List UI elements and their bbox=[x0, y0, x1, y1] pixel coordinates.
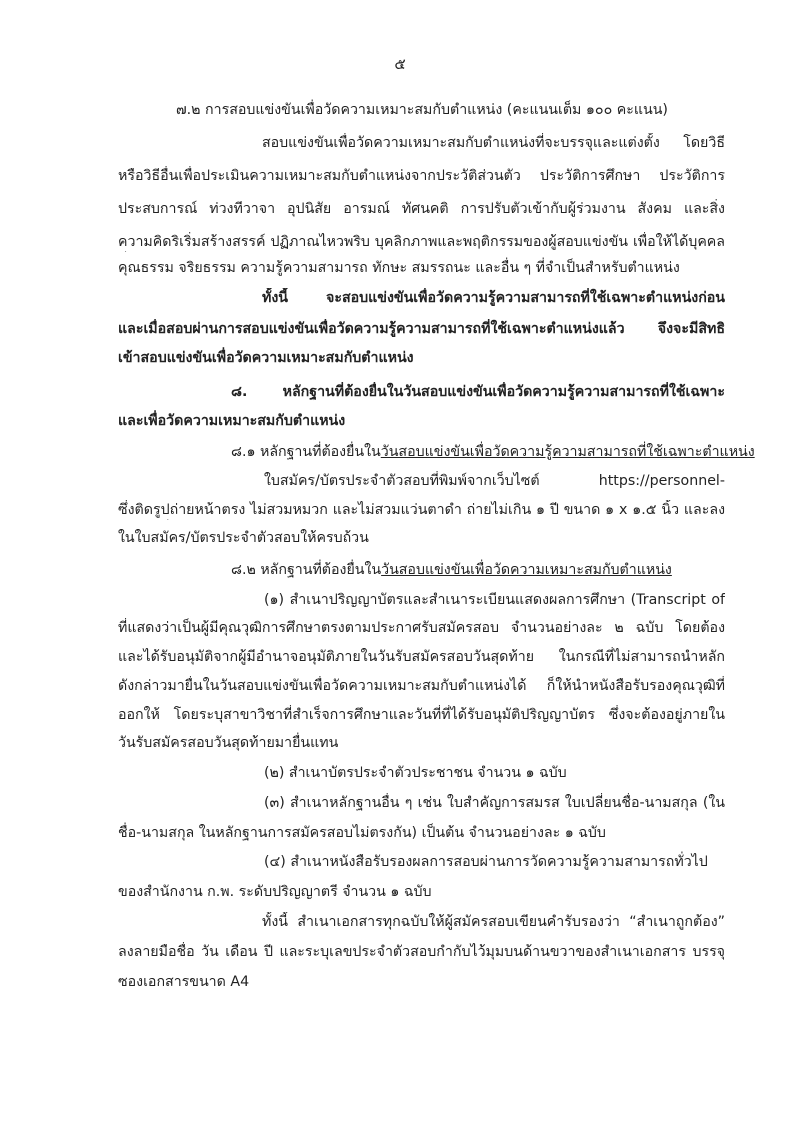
item-4-line: (๔) สำเนาหนังสือรับรองผลการสอบผ่านการวัดความรู้ความสามารถทั่วไป bbox=[264, 854, 708, 870]
item-3-line: (๓) สำเนาหลักฐานอื่น ๆ เช่น ใบสำคัญการสมรส ใบเปลี่ยนชื่อ-นามสกุล (ใน bbox=[264, 795, 725, 811]
heading-prefix: ๘.๒ หลักฐานที่ต้องยื่นใน bbox=[231, 562, 382, 578]
item-1-line: (๑) สำเนาปริญญาบัตรและสำเนาระเบียนแสดงผลการศึกษา (Transcript of bbox=[264, 592, 725, 608]
bold-note-line: เข้าสอบแข่งขันเพื่อวัดความเหมาะสมกับตำแหน่ง bbox=[118, 350, 414, 366]
heading-underlined: วันสอบแข่งขันเพื่อวัดความเหมาะสมกับตำแหน่ง bbox=[381, 562, 672, 578]
item-1-line: วันรับสมัครสอบวันสุดท้ายมายื่นแทน bbox=[118, 735, 339, 751]
paragraph-line: ใบสมัคร/บัตรประจำตัวสอบที่พิมพ์จากเว็บไซต์ https://personnel- bbox=[264, 473, 725, 489]
item-1-line: ที่แสดงว่าเป็นผู้มีคุณวุฒิการศึกษาตรงตามประกาศรับสมัครสอบ จำนวนอย่างละ ๒ ฉบับ โดยต้อง bbox=[118, 620, 725, 636]
page-number: ๕ bbox=[394, 55, 406, 73]
section-8-heading: ๘. หลักฐานที่ต้องยื่นในวันสอบแข่งขันเพื่อวัดความรู้ความสามารถที่ใช้เฉพาะ bbox=[231, 384, 725, 400]
section-8-2-heading bbox=[231, 560, 672, 580]
paragraph-line: ในใบสมัคร/บัตรประจำตัวสอบให้ครบถ้วน bbox=[118, 530, 369, 546]
paragraph-line: ซึ่งติดรูปถ่ายหน้าตรง ไม่สวมหมวก และไม่สวมแว่นตาดำ ถ่ายไม่เกิน ๑ ปี ขนาด ๑ x ๑.๕ นิ้ว และลง bbox=[118, 502, 725, 518]
item-1-line: และได้รับอนุมัติจากผู้มีอำนาจอนุมัติภายในวันรับสมัครสอบวันสุดท้าย ในกรณีที่ไม่สามารถนำหลัก bbox=[118, 649, 725, 665]
item-4-line: ของสำนักงาน ก.พ. ระดับปริญญาตรี จำนวน ๑ ฉบับ bbox=[118, 884, 432, 900]
item-3-line: ชื่อ-นามสกุล ในหลักฐานการสมัครสอบไม่ตรงกัน) เป็นต้น จำนวนอย่างละ ๑ ฉบับ bbox=[118, 825, 606, 841]
note-line: ทั้งนี้ สำเนาเอกสารทุกฉบับให้ผู้สมัครสอบเขียนคำรับรองว่า “สำเนาถูกต้อง” bbox=[262, 914, 725, 930]
section-8-heading: และเพื่อวัดความเหมาะสมกับตำแหน่ง bbox=[118, 413, 346, 429]
item-1-line: ดังกล่าวมายื่นในวันสอบแข่งขันเพื่อวัดความเหมาะสมกับตำแหน่งได้ ก็ให้นำหนังสือรับรองคุณวุฒิที่ bbox=[118, 678, 725, 694]
paragraph-line: ความคิดริเริ่มสร้างสรรค์ ปฏิภาณไหวพริบ บุคลิกภาพและพฤติกรรมของผู้สอบแข่งขัน เพื่อให้ได้บุคคล bbox=[118, 234, 725, 250]
bold-note-line: และเมื่อสอบผ่านการสอบแข่งขันเพื่อวัดความรู้ความสามารถที่ใช้เฉพาะตำแหน่งแล้ว จึงจะมีสิทธิ bbox=[118, 321, 725, 337]
note-line: ซองเอกสารขนาด A4 bbox=[118, 974, 250, 990]
item-1-line: ออกให้ โดยระบุสาขาวิชาที่สำเร็จการศึกษาและวันที่ที่ได้รับอนุมัติปริญญาบัตร ซึ่งจะต้องอยู่ภายใน bbox=[118, 707, 725, 723]
section-8-1-heading bbox=[231, 442, 755, 462]
paragraph-line: ประสบการณ์ ท่วงทีวาจา อุปนิสัย อารมณ์ ทัศนคติ การปรับตัวเข้ากับผู้ร่วมงาน สังคม และสิ่ง bbox=[118, 201, 725, 217]
item-2: (๒) สำเนาบัตรประจำตัวประชาชน จำนวน ๑ ฉบับ bbox=[264, 765, 567, 781]
section-7-2-heading: ๗.๒ การสอบแข่งขันเพื่อวัดความเหมาะสมกับตำแหน่ง (คะแนนเต็ม ๑๐๐ คะแนน) bbox=[176, 102, 668, 118]
paragraph-line: หรือวิธีอื่นเพื่อประเมินความเหมาะสมกับตำแหน่งจากประวัติส่วนตัว ประวัติการศึกษา ประวัติการ bbox=[118, 168, 725, 184]
paragraph-line: สอบแข่งขันเพื่อวัดความเหมาะสมกับตำแหน่งที่จะบรรจุและแต่งตั้ง โดยวิธี bbox=[262, 135, 725, 151]
heading-prefix: ๘.๑ หลักฐานที่ต้องยื่นใน bbox=[231, 444, 381, 460]
heading-underlined: วันสอบแข่งขันเพื่อวัดความรู้ความสามารถที่ใช้เฉพาะตำแหน่ง bbox=[380, 444, 755, 460]
bold-note-line: ทั้งนี้ จะสอบแข่งขันเพื่อวัดความรู้ความสามารถที่ใช้เฉพาะตำแหน่งก่อน bbox=[262, 290, 725, 306]
note-line: ลงลายมือชื่อ วัน เดือน ปี และระบุเลขประจำตัวสอบกำกับไว้มุมบนด้านขวาของสำเนาเอกสาร บรรจุ bbox=[118, 944, 725, 960]
paragraph-line: คุณธรรม จริยธรรม ความรู้ความสามารถ ทักษะ สมรรถนะ และอื่น ๆ ที่จำเป็นสำหรับตำแหน่ง bbox=[118, 260, 680, 276]
